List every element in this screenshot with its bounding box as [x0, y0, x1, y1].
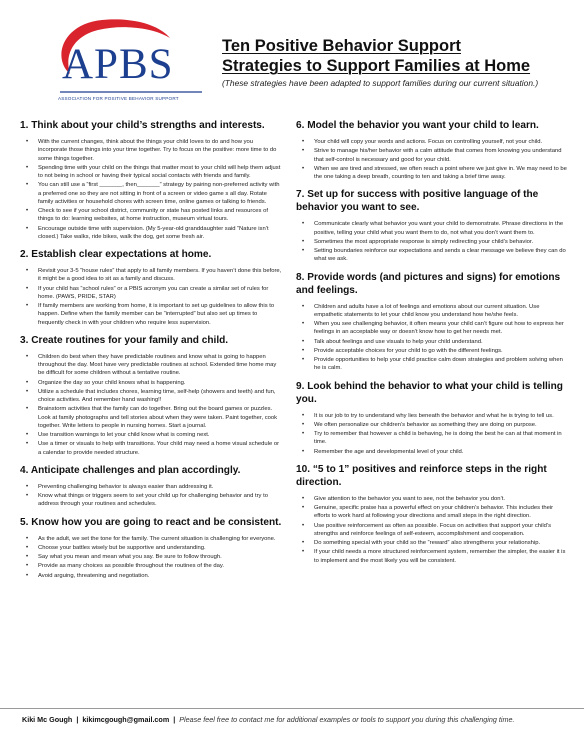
footer-divider: [0, 708, 584, 709]
bullet-list: [296, 495, 568, 565]
list-item: • Know what things or triggers seem to set your child up for challenging behavior and try to address through your routines and schedules.: [20, 492, 282, 509]
section-5: [20, 516, 282, 580]
section-heading: 10. “5 to 1” positives and reinforce steps in the right direction.: [296, 463, 547, 488]
section-heading: 2. Establish clear expectations at home.: [20, 249, 212, 260]
list-item: • Avoid arguing, threatening and negotiation.: [20, 572, 282, 580]
bullet-list: [20, 138, 282, 241]
bullet-list: [20, 483, 282, 509]
section-4: [20, 464, 282, 509]
logo-wordmark: APBS: [62, 41, 174, 88]
bullet-list: [296, 303, 568, 373]
section-8: [296, 271, 568, 373]
page-title-line-2: Strategies to Support Families at Home: [222, 57, 531, 75]
list-item: • Your child will copy your words and actions. Focus on controlling yourself, not your child.: [296, 138, 568, 146]
list-item: • Give attention to the behavior you want to see, not the behavior you don’t.: [296, 495, 568, 503]
bullet-list: [296, 138, 568, 181]
logo-subtitle: ASSOCIATION FOR POSITIVE BEHAVIOR SUPPORT: [58, 96, 179, 101]
list-item: • Provide opportunities to help your child practice calm down strategies and problem solving when he is calm.: [296, 356, 568, 373]
list-item: • Utilize a schedule that includes chores, learning time, self-help (showers and teeth) and fun, choice activities. And remember hand washing!!: [20, 388, 282, 405]
section-10: [296, 463, 568, 565]
list-item: • Check to see if your school district, community or state has posted links and resources of things to do: learning websites, at home instruction, museum virtual tours.: [20, 207, 282, 224]
section-3: [20, 334, 282, 457]
list-item: • We often personalize our children’s behavior as something they are doing on purpose.: [296, 421, 568, 429]
list-item: • Choose your battles wisely but be supportive and understanding.: [20, 544, 282, 552]
list-item: • If family members are working from home, it is important to set up guidelines to allow this to happen. Define when the family member can be “interrupted” but also set up times to frequently check in with your children who require less supervision.: [20, 302, 282, 327]
list-item: • You can still use a “first _______, then_______” strategy by pairing non-preferred activity with a preferred one so they are not sitting in front of a screen or video game s all day. Rotate family activities or household chores with screen time, online games or talking to friends.: [20, 181, 282, 206]
list-item: • Revisit your 3-5 “house rules” that apply to all family members. If you haven’t done this before, it might be a good idea to sit as a family and discuss.: [20, 267, 282, 284]
section-9: [296, 380, 568, 456]
footer: [22, 715, 514, 724]
list-item: • Brainstorm activities that the family can do together. Bring out the board games or puzzles. Look at family photographs and tell stories about when they were taken. Paint together, cook together. Write letters to people in nursing homes. Start a journal.: [20, 405, 282, 430]
left-column: [20, 119, 282, 587]
list-item: • Setting boundaries reinforce our expectations and sends a clear message we believe they can do what we ask.: [296, 247, 568, 264]
footer-separator: |: [76, 715, 79, 724]
footer-separator: |: [173, 715, 176, 724]
bullet-list: [296, 412, 568, 456]
apbs-logo: [32, 14, 208, 112]
list-item: • Spending time with your child on the things that matter most to your child will help them adjust to not being in school or having their typical social contacts with friends and family.: [20, 164, 282, 181]
list-item: • Remember the age and developmental level of your child.: [296, 448, 568, 456]
list-item: • Provide as many choices as possible throughout the routines of the day.: [20, 562, 282, 570]
list-item: • Use transition warnings to let your child know what is coming next.: [20, 431, 282, 439]
list-item: • With the current changes, think about the things your child loves to do and how you incorporate those things into your time together. Try to focus on the positive: more time to do some things together.: [20, 138, 282, 163]
list-item: • It is our job to try to understand why lies beneath the behavior and what he is trying to tell us.: [296, 412, 568, 420]
list-item: • Sometimes the most appropriate response is simply redirecting your child’s behavior.: [296, 238, 568, 246]
list-item: • If your child needs a more structured reinforcement system, remember the simpler, the easier it is to implement and the most likely you will be consistent.: [296, 548, 568, 565]
header: [0, 0, 584, 118]
section-heading: 4. Anticipate challenges and plan accordingly.: [20, 464, 241, 476]
title-block: [222, 36, 572, 88]
list-item: • Strive to manage his/her behavior with a calm attitude that comes from knowing you understand that self-control is necessary and good for your child.: [296, 147, 568, 164]
author-name: Kiki Mc Gough: [22, 715, 73, 724]
author-email[interactable]: kikimcgough@gmail.com: [82, 715, 170, 724]
section-1: [20, 119, 282, 241]
list-item: • Preventing challenging behavior is always easier than addressing it.: [20, 483, 282, 491]
section-heading: 1. Think about your child’s strengths and interests.: [20, 120, 265, 131]
bullet-list: [20, 535, 282, 580]
section-heading: 3. Create routines for your family and child.: [20, 334, 229, 346]
list-item: • Children do best when they have predictable routines and know what is going to happen throughout the day. Most have very predictable routines at school. Extended time home may be difficult for some children without a tentative routine.: [20, 353, 282, 378]
section-heading: 6. Model the behavior you want your child to learn.: [296, 120, 539, 131]
section-heading: 9. Look behind the behavior to what your child is telling you.: [296, 380, 563, 405]
bullet-list: [20, 267, 282, 327]
page-title-line-1: Ten Positive Behavior Support: [222, 37, 461, 55]
bullet-list: [20, 353, 282, 457]
bullet-list: [296, 220, 568, 263]
list-item: • Use a timer or visuals to help with transitions. Your child may need a home visual schedule or a calendar to provide needed structure.: [20, 440, 282, 457]
section-heading: 7. Set up for success with positive language of the behavior you want to see.: [296, 189, 539, 214]
list-item: • Organize the day so your child knows what is happening.: [20, 379, 282, 387]
section-heading: 5. Know how you are going to react and be consistent.: [20, 516, 282, 528]
right-column: [296, 119, 568, 572]
list-item: • When we are tired and stressed, we often reach a point where we just give in. We may need to be the one taking a deep breath, counting to ten and taking a brief time away.: [296, 165, 568, 182]
page-subtitle: (These strategies have been adapted to support families during our current situation.): [222, 78, 539, 88]
section-heading: 8. Provide words (and pictures and signs) for emotions and feelings.: [296, 271, 561, 296]
list-item: • Provide acceptable choices for your child to go with the different feelings.: [296, 347, 568, 355]
list-item: • If your child has “school rules” or a PBIS acronym you can create a similar set of rules for home. (PAWS, PRIDE, STAR): [20, 285, 282, 302]
list-item: • Encourage outside time with supervision. (My 5-year-old granddaughter said “Nature isn’t closed.) Take walks, ride bikes, walk the dog, get some fresh air.: [20, 225, 282, 242]
section-2: [20, 248, 282, 327]
list-item: • As the adult, we set the tone for the family. The current situation is challenging for everyone.: [20, 535, 282, 543]
list-item: • Communicate clearly what behavior you want your child to demonstrate. Phrase directions in the positive, telling your child what you want them to do, not what you don’t want them to.: [296, 220, 568, 237]
list-item: • Do something special with your child so the “reward” also strengthens your relationship.: [296, 539, 568, 547]
footer-note: Please feel free to contact me for additional examples or tools to support you during this challenging time.: [179, 715, 515, 724]
list-item: • When you see challenging behavior, it often means your child can’t figure out how to express her feelings in an acceptable way or doesn’t know how to get her needs met.: [296, 320, 568, 337]
section-7: [296, 188, 568, 263]
section-6: [296, 119, 568, 181]
list-item: • Talk about feelings and use visuals to help your child understand.: [296, 338, 568, 346]
list-item: • Genuine, specific praise has a powerful effect on your children’s behavior. This includes their efforts to work hard at following your directions and small steps in the right direction.: [296, 504, 568, 521]
list-item: • Children and adults have a lot of feelings and emotions about our current situation. Use empathetic statements to let your child know you understand how he/she feels.: [296, 303, 568, 320]
list-item: • Say what you mean and mean what you say. Be sure to follow through.: [20, 553, 282, 561]
list-item: • Try to remember that however a child is behaving, he is doing the best he can at that moment in time.: [296, 430, 568, 447]
list-item: • Use positive reinforcement as often as possible. Focus on activities that support your child’s strengths and reinforce feelings of self-esteem, accomplishment and cooperation.: [296, 522, 568, 539]
